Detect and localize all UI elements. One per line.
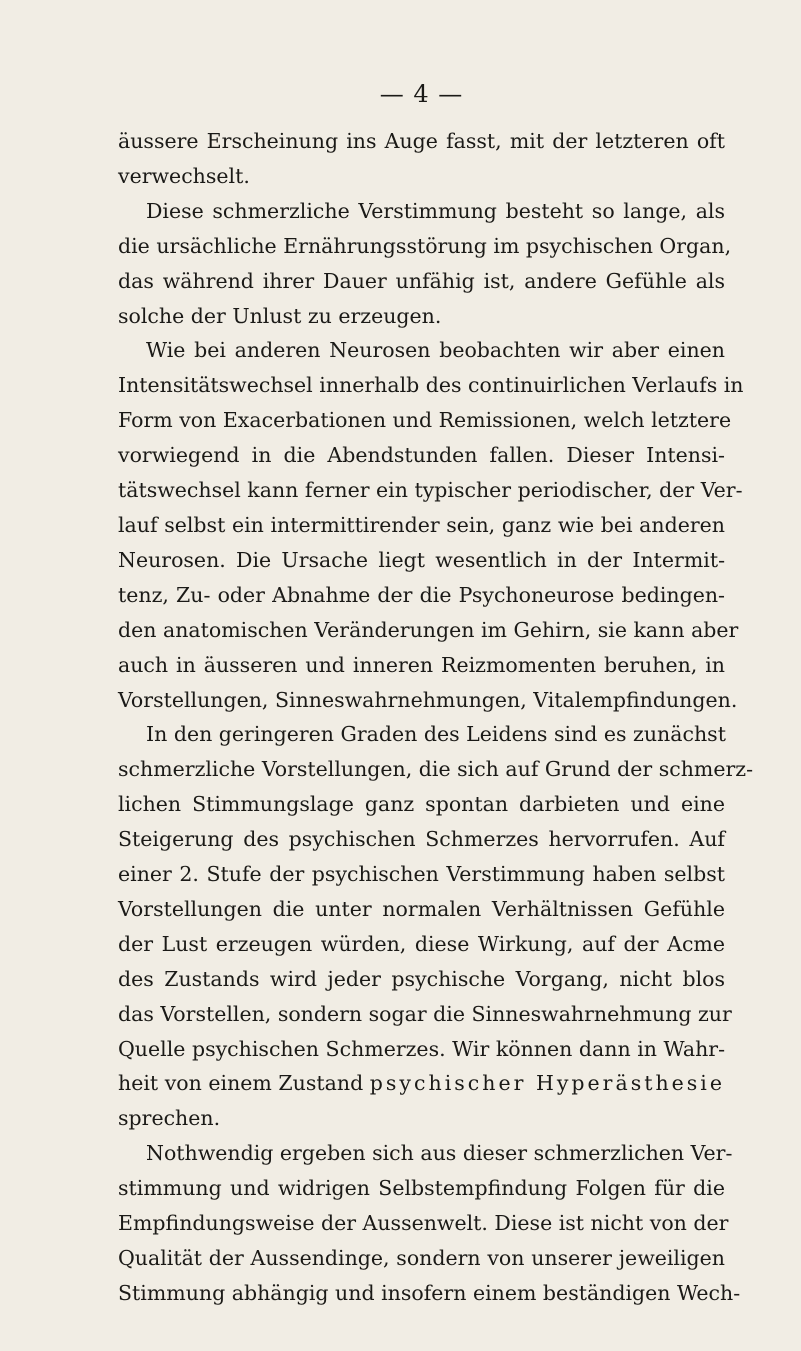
text-line: Form von Exacerbationen und Remissionen, welch letztere xyxy=(118,408,732,433)
text-line: das Vorstellen, sondern sogar die Sinneswahrnehmung zur xyxy=(118,1001,732,1026)
text-line: den anatomischen Veränderungen im Gehirn, sie kann aber xyxy=(118,617,739,642)
text-line: Neurosen. Die Ursache liegt wesentlich in der Intermit- xyxy=(118,547,725,572)
emphasized-term: psychischer Hyperästhesie xyxy=(369,1071,725,1096)
text-line: Qualität der Aussendinge, sondern von unserer jeweiligen xyxy=(118,1246,725,1270)
text-line: äussere Erscheinung ins Auge fasst, mit der letzteren oft xyxy=(118,129,725,153)
text-line: Quelle psychischen Schmerzes. Wir können dann in Wahr- xyxy=(118,1036,725,1061)
text-line: schmerzliche Vorstellungen, die sich auf Grund der schmerz- xyxy=(118,757,754,782)
text-line: des Zustands wird jeder psychische Vorgang, nicht blos xyxy=(118,966,725,991)
text-line: Vorstellungen, Sinneswahrnehmungen, Vitalempfindungen. xyxy=(118,687,738,712)
text-line: auch in äusseren und inneren Reizmomenten beruhen, in xyxy=(118,652,725,677)
text-line: sprechen. xyxy=(118,1106,221,1131)
body-text xyxy=(118,124,754,1311)
text-line: In den geringeren Graden des Leidens sind es zunächst xyxy=(146,722,726,747)
page-number: — 4 — xyxy=(379,80,464,108)
text-line: Wie bei anderen Neurosen beobachten wir aber einen xyxy=(146,338,725,363)
text-line: Diese schmerzliche Verstimmung besteht so lange, als xyxy=(146,198,725,223)
text-line: verwechselt. xyxy=(118,163,250,188)
text-line: Nothwendig ergeben sich aus dieser schmerzlichen Ver- xyxy=(146,1141,733,1166)
text-line: das während ihrer Dauer unfähig ist, andere Gefühle als xyxy=(118,268,725,293)
text-line: Intensitätswechsel innerhalb des continuirlichen Verlaufs in xyxy=(118,373,744,398)
text-line: Empfindungsweise der Aussenwelt. Diese ist nicht von der xyxy=(118,1211,729,1236)
text-line: lauf selbst ein intermittirender sein, ganz wie bei anderen xyxy=(118,512,725,537)
text-line: Steigerung des psychischen Schmerzes hervorrufen. Auf xyxy=(118,827,725,852)
text-line: lichen Stimmungslage ganz spontan darbieten und eine xyxy=(118,792,725,817)
text-line: tätswechsel kann ferner ein typischer periodischer, der Ver- xyxy=(118,478,743,503)
text-line: der Lust erzeugen würden, diese Wirkung, auf der Acme xyxy=(118,931,725,956)
text-line: stimmung und widrigen Selbstempfindung Folgen für die xyxy=(118,1176,725,1201)
text-line: einer 2. Stufe der psychischen Verstimmung haben selbst xyxy=(118,862,725,887)
text-line: tenz, Zu- oder Abnahme der die Psychoneurose bedingen- xyxy=(118,582,725,607)
text-line xyxy=(118,1066,725,1101)
text-line: Stimmung abhängig und insofern einem beständigen Wech- xyxy=(118,1280,741,1305)
text-line: die ursächliche Ernährungsstörung im psychischen Organ, xyxy=(118,233,732,258)
text-line-part: heit von einem Zustand xyxy=(118,1071,364,1096)
text-line: solche der Unlust zu erzeugen. xyxy=(118,303,442,328)
text-line: vorwiegend in die Abendstunden fallen. Dieser Intensi- xyxy=(118,443,725,468)
text-line: Vorstellungen die unter normalen Verhältnissen Gefühle xyxy=(118,896,725,921)
